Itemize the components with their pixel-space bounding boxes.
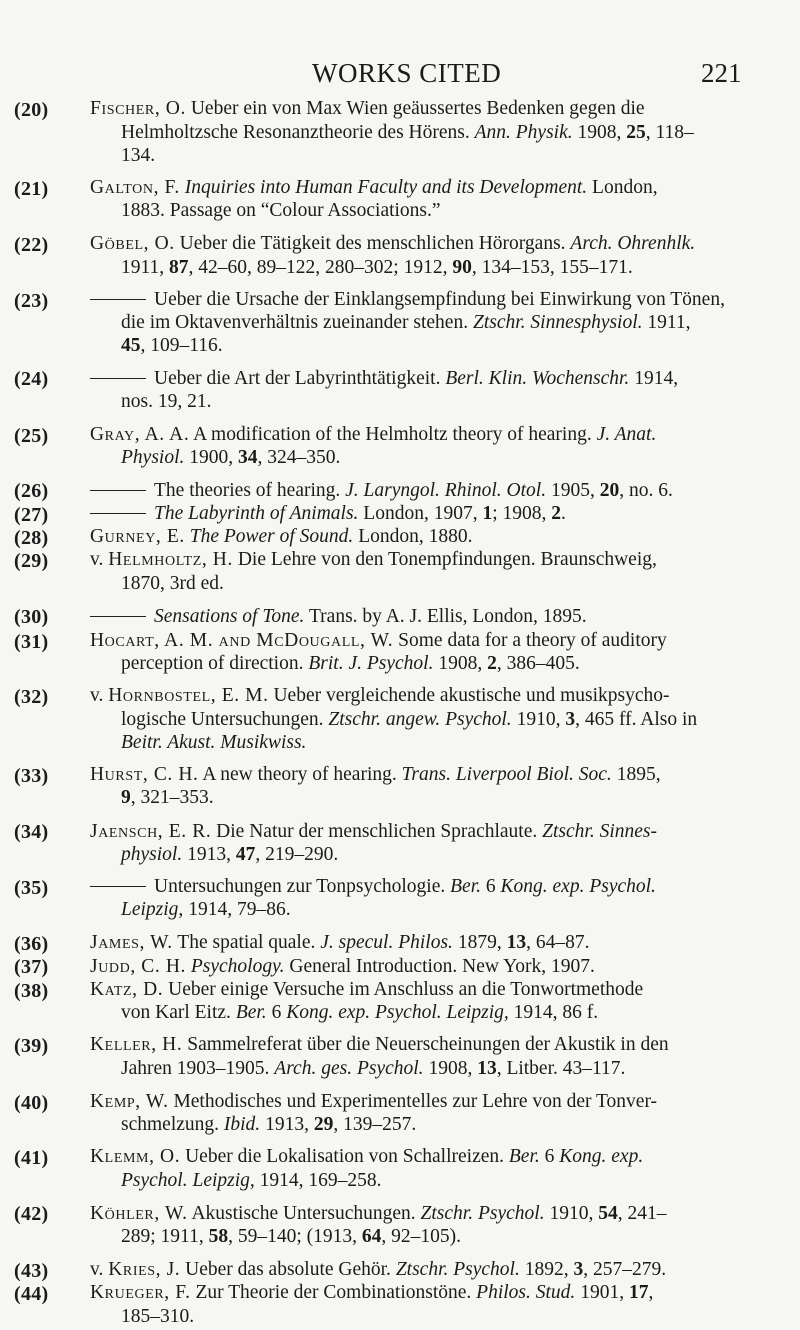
citation-line: Physiol. 1900, 34, 324–350. — [121, 447, 341, 469]
citation-line: Ueber die Art der Labyrinthtätigkeit. Berl. Klin. Wochenschr. 1914, — [90, 366, 790, 392]
citation-number: (43) — [14, 1259, 49, 1282]
citation-line: Fischer, O. Ueber ein von Max Wien geäussertes Bedenken gegen die — [90, 98, 645, 120]
citation-number: (25) — [14, 424, 49, 447]
citation-number: (27) — [14, 503, 49, 526]
citation-line: Galton, F. Inquiries into Human Faculty and its Development. London, — [90, 177, 658, 199]
citation-number: (26) — [14, 480, 49, 503]
citation-line: Psychol. Leipzig, 1914, 169–258. — [121, 1169, 382, 1191]
citation-number: (35) — [14, 876, 49, 899]
citation-number: (37) — [14, 956, 49, 979]
citation-line: v. Helmholtz, H. Die Lehre von den Tonempfindungen. Braunschweig, — [90, 549, 657, 571]
citation-line: nos. 19, 21. — [121, 390, 212, 412]
citation-line: Helmholtzsche Resonanztheorie des Hörens. Ann. Physik. 1908, 25, 118– — [121, 121, 694, 143]
citation-number: (42) — [14, 1203, 49, 1226]
citation-number: (40) — [14, 1091, 49, 1114]
citation-line: 9, 321–353. — [121, 787, 214, 809]
citation-line: Leipzig, 1914, 79–86. — [121, 899, 291, 921]
citation-number: (36) — [14, 933, 49, 956]
citation-line: Untersuchungen zur Tonpsychologie. Ber. 6 Kong. exp. Psychol. — [90, 874, 790, 900]
running-header — [0, 52, 800, 92]
citation-line: Ueber die Ursache der Einklangsempfindung bei Einwirkung von Tönen, — [90, 287, 790, 313]
citation-line: 134. — [121, 144, 156, 166]
citation-line: 1911, 87, 42–60, 89–122, 280–302; 1912, 90, 134–153, 155–171. — [121, 256, 633, 278]
citation-line: Jaensch, E. R. Die Natur der menschlichen Sprachlaute. Ztschr. Sinnes- — [90, 820, 657, 842]
citation-line: 45, 109–116. — [121, 335, 223, 357]
citation-number: (29) — [14, 550, 49, 573]
citation-line: 289; 1911, 58, 59–140; (1913, 64, 92–105). — [121, 1226, 461, 1247]
citation-line: Sensations of Tone. Trans. by A. J. Ellis, London, 1895. — [90, 604, 790, 630]
citation-line: schmelzung. Ibid. 1913, 29, 139–257. — [121, 1114, 417, 1136]
citation-line: Hurst, C. H. A new theory of hearing. Trans. Liverpool Biol. Soc. 1895, — [90, 764, 661, 786]
citation-line: Keller, H. Sammelreferat über die Neuerscheinungen der Akustik in den — [90, 1034, 669, 1056]
citation-number: (33) — [14, 764, 49, 787]
page-number: 221 — [701, 58, 742, 88]
citation-number: (23) — [14, 289, 49, 312]
citation-line: v. Hornbostel, E. M. Ueber vergleichende akustische und musikpsycho- — [90, 685, 670, 707]
citation-number: (34) — [14, 821, 49, 844]
citation-number: (41) — [14, 1147, 49, 1170]
citation-number: (44) — [14, 1283, 49, 1306]
citation-number: (20) — [14, 99, 49, 121]
citation-number: (31) — [14, 630, 49, 653]
citation-line: logische Untersuchungen. Ztschr. angew. Psychol. 1910, 3, 465 ff. Also in — [121, 708, 698, 730]
citation-line: Göbel, O. Ueber die Tätigkeit des menschlichen Hörorgans. Arch. Ohrenhlk. — [90, 233, 696, 255]
citation-number: (32) — [14, 686, 49, 709]
citation-line: 1870, 3rd ed. — [121, 572, 224, 594]
citation-line: die im Oktavenverhältnis zueinander stehen. Ztschr. Sinnesphysiol. 1911, — [121, 312, 691, 334]
citation-line: Gray, A. A. A modification of the Helmholtz theory of hearing. J. Anat. — [90, 424, 657, 446]
citation-line: Hocart, A. M. and McDougall, W. Some data for a theory of auditory — [90, 629, 667, 651]
citation-line: perception of direction. Brit. J. Psychol. 1908, 2, 386–405. — [121, 653, 580, 675]
citation-line: Judd, C. H. Psychology. General Introduction. New York, 1907. — [90, 955, 595, 977]
citation-number: (21) — [14, 177, 49, 200]
citation-number: (39) — [14, 1035, 49, 1058]
citation-line: Katz, D. Ueber einige Versuche im Anschluss an die Tonwortmethode — [90, 979, 644, 1000]
citation-line: Krueger, F. Zur Theorie der Combinationstöne. Philos. Stud. 1901, 17, — [90, 1282, 654, 1304]
citation-line: Köhler, W. Akustische Untersuchungen. Ztschr. Psychol. 1910, 54, 241– — [90, 1202, 667, 1224]
citation-number: (28) — [14, 526, 49, 549]
citation-number: (24) — [14, 368, 49, 391]
citation-line: 1883. Passage on “Colour Associations.” — [121, 200, 441, 222]
citation-line: James, W. The spatial quale. J. specul. Philos. 1879, 13, 64–87. — [90, 932, 590, 954]
citation-line: Beitr. Akust. Musikwiss. — [121, 731, 307, 753]
running-title: WORKS CITED — [312, 58, 502, 88]
citation-line: Gurney, E. The Power of Sound. London, 1880. — [90, 526, 473, 548]
citation-line: Klemm, O. Ueber die Lokalisation von Schallreizen. Ber. 6 Kong. exp. — [90, 1146, 644, 1168]
citation-line: physiol. 1913, 47, 219–290. — [121, 843, 339, 865]
citation-line: von Karl Eitz. Ber. 6 Kong. exp. Psychol. Leipzig, 1914, 86 f. — [121, 1002, 599, 1024]
citation-line: v. Kries, J. Ueber das absolute Gehör. Ztschr. Psychol. 1892, 3, 257–279. — [90, 1259, 667, 1281]
citation-line: The Labyrinth of Animals. London, 1907, 1; 1908, 2. — [90, 501, 790, 527]
citation-number: (30) — [14, 606, 49, 629]
citation-number: (22) — [14, 234, 49, 257]
citation-line: The theories of hearing. J. Laryngol. Rhinol. Otol. 1905, 20, no. 6. — [90, 478, 790, 504]
citation-line: Jahren 1903–1905. Arch. ges. Psychol. 1908, 13, Litber. 43–117. — [121, 1057, 626, 1079]
citation-number: (38) — [14, 979, 49, 1002]
citation-line: Kemp, W. Methodisches und Experimentelles zur Lehre von der Tonver- — [90, 1090, 658, 1112]
citation-line: 185–310. — [121, 1305, 195, 1327]
